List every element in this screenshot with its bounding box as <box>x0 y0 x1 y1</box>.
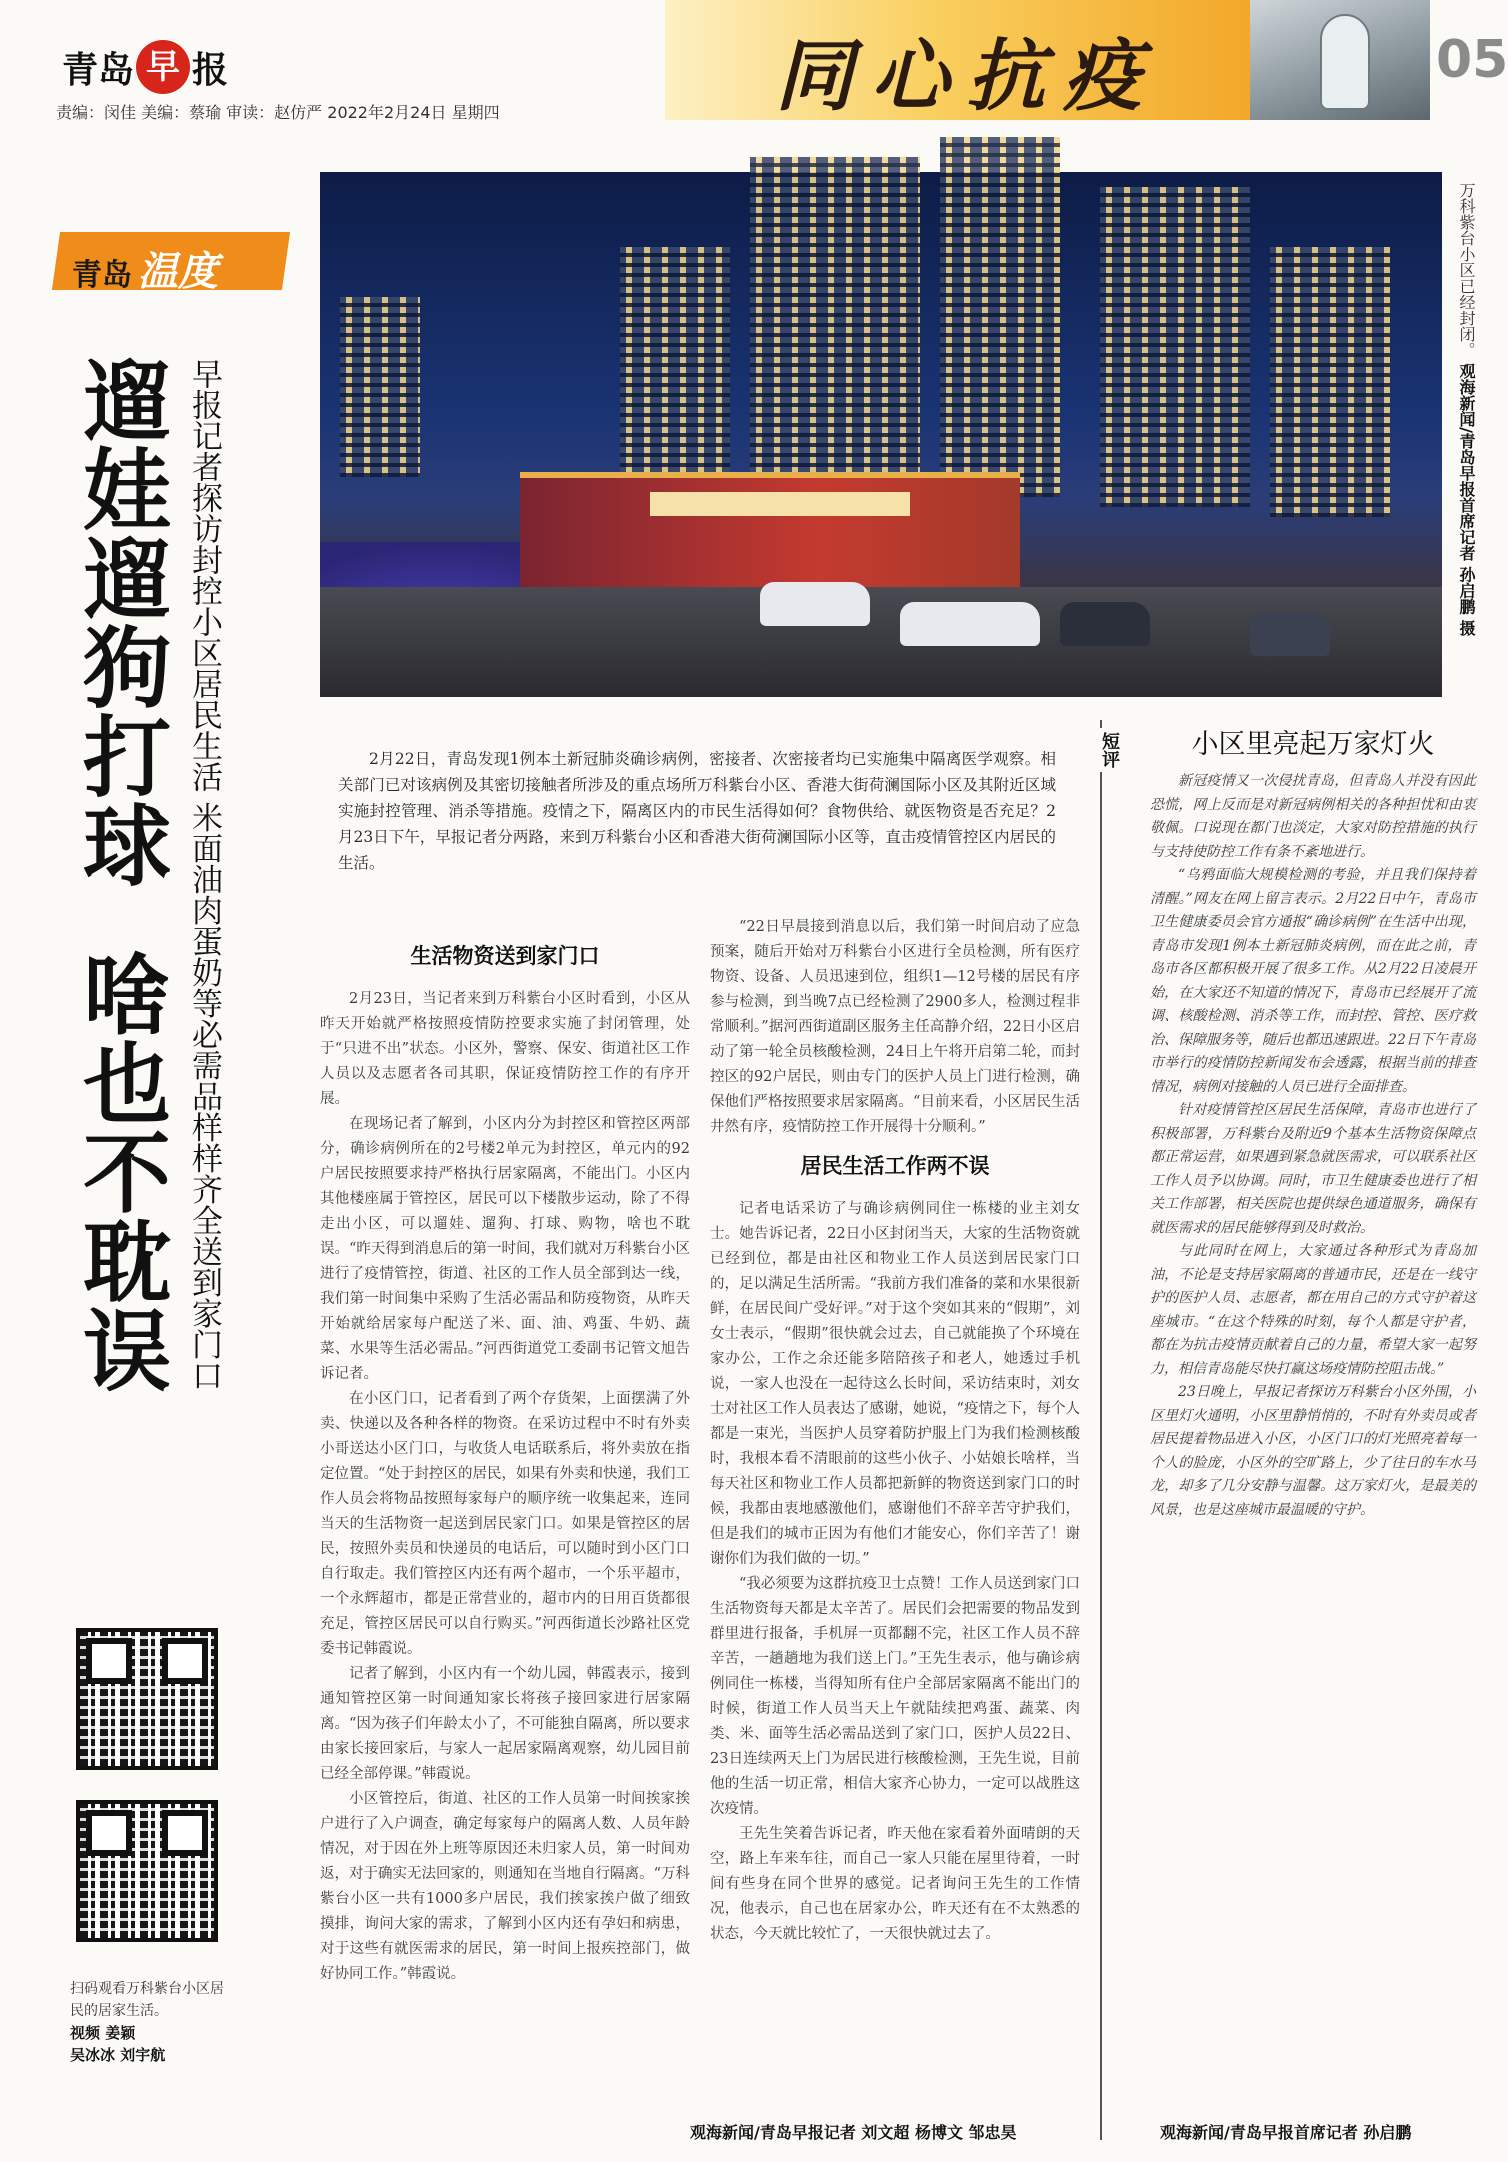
photo-caption-text: 万科紫台小区已经封闭。 <box>1457 182 1476 358</box>
photo-caption <box>1452 182 1478 636</box>
building-5 <box>1270 247 1390 517</box>
section-heading-1: 生活物资送到家门口 <box>410 944 600 968</box>
section-tag <box>72 240 218 297</box>
article-column-2 <box>710 915 1080 2110</box>
paragraph: 王先生笑着告诉记者，昨天他在家看着外面晴朗的天空，路上车来车往，而自己一家人只能在屋里待着，一时间有些身在同个世界的感觉。记者询问王先生的工作情况，他表示，自己也在居家办公，昨天还有在不太熟悉的状态，今天就比较忙了，一天很快就过去了。 <box>710 1826 1080 1942</box>
gate-pavilion <box>520 472 1020 592</box>
qr-credit-2: 吴冰冰 刘宇航 <box>70 2046 166 2064</box>
logo-left: 青岛 <box>62 49 135 91</box>
building-6 <box>340 297 420 477</box>
protective-suit-figure-icon <box>1320 14 1370 110</box>
headline-part2: 啥也不耽误 <box>69 949 172 1394</box>
car-3 <box>1060 602 1150 646</box>
tag-word: 温度 <box>138 248 218 295</box>
subheadline: 早报记者探访封控小区居民生活 米面油肉蛋奶等必需品样样齐全送到家门口 <box>186 358 222 1391</box>
commentary-body <box>1150 770 1476 2110</box>
qr-code-2[interactable] <box>76 1800 218 1942</box>
paragraph: 在现场记者了解到，小区内分为封控区和管控区两部分，确诊病例所在的2号楼2单元为封控区，单元内的92户居民按照要求持严格执行居家隔离，不能出门。小区内其他楼座属于管控区，居民可以下楼散步运动，除了不得走出小区，可以遛娃、遛狗、打球、购物，啥也不耽误。“昨天得到消息后的第一时间，我们就对万科紫台小区进行了疫情管控，街道、社区的工作人员全部到达一线，我们第一时间集中采购了生活必需品和防疫物资，从昨天开始就给居家每户配送了米、面、油、鸡蛋、牛奶、蔬菜、水果等生活必需品。”河西街道党工委副书记管文旭告诉记者。 <box>320 1116 690 1382</box>
qr-caption-text: 扫码观看万科紫台小区居民的居家生活。 <box>70 1981 224 2019</box>
building-3 <box>940 137 1060 497</box>
car-4 <box>1250 612 1330 656</box>
paragraph: “22日早晨接到消息以后，我们第一时间启动了应急预案，随后开始对万科紫台小区进行全员检测，所有医疗物资、设备、人员迅速到位，组织1—12号楼的居民有序参与检测，到当晚7点已经检测了2900多人，检测过程非常顺利。”据河西街道副区服务主任高静介绍，22日小区启动了第一轮全员核酸检测，24日上午将开启第二轮，而封控区的92户居民，则由专门的医护人员上门进行检测，确保他们严格按照要求居家隔离。“目前来看，小区居民生活井然有序，疫情防控工作开展得十分顺利。” <box>710 919 1080 1135</box>
banner-photo <box>1250 0 1430 120</box>
paragraph: 2月23日，当记者来到万科紫台小区时看到，小区从昨天开始就严格按照疫情防控要求实施了封闭管理，处于“只进不出”状态。小区外，警察、保安、街道社区工作人员以及志愿者各司其职，保证疫情防控工作的有序开展。 <box>320 991 690 1107</box>
main-photo <box>320 172 1442 697</box>
paragraph: 记者电话采访了与确诊病例同住一栋楼的业主刘女士。她告诉记者，22日小区封闭当天，大家的生活物资就已经到位，都是由社区和物业工作人员送到居民家门口的，足以满足生活所需。“我前方我们准备的菜和水果很新鲜，在居民间广受好评。”对于这个突如其来的“假期”，刘女士表示，“假期”很快就会过去，自己就能换了个环境在家办公，工作之余还能多陪陪孩子和老人，她透过手机说，一家人也没在一起待这么长时间，采访结束时，刘女士对社区工作人员表达了感谢，她说，“疫情之下，每个人都是一束光，当医护人员穿着防护服上门为我们检测核酸时，我根本看不清眼前的这些小伙子、小姑娘长啥样，当每天社区和物业工作人员都把新鲜的物资送到家门口的时候，我都由衷地感激他们，感谢他们不辞辛苦守护我们，但是我们的城市正因为有他们才能安心，你们辛苦了！谢谢你们为我们做的一切。” <box>710 1201 1080 1567</box>
commentary-label: 短评 <box>1100 728 1122 772</box>
article-lead: 2月22日，青岛发现1例本土新冠肺炎确诊病例，密接者、次密接者均已实施集中隔离医学观察。相关部门已对该病例及其密切接触者所涉及的重点场所万科紫台小区、香港大街荷澜国际小区及其附近区域实施封控管理、消杀等措施。疫情之下，隔离区内的市民生活得如何？食物供给、就医物资是否充足？2月23日下午，早报记者分两路，来到万科紫台小区和香港大街荷澜国际小区等，直击疫情管控区内居民的生活。 <box>338 750 1056 872</box>
headline <box>68 355 172 1415</box>
tag-city: 青岛 <box>72 258 132 293</box>
masthead <box>0 0 1508 140</box>
paragraph: “我必须要为这群抗疫卫士点赞！工作人员送到家门口生活物资每天都是太辛苦了。居民们会把需要的物品发到群里进行报备，手机屏一页都翻不完，社区工作人员不辞辛苦，一趟趟地为我们送上门。”王先生表示，他与确诊病例同住一栋楼，当得知所有住户全部居家隔离不能出门的时候，街道工作人员当天上午就陆续把鸡蛋、蔬菜、肉类、米、面等生活必需品送到了家门口，医护人员22日、23日连续两天上门为居民进行核酸检测，王先生说，目前他的生活一切正常，相信大家齐心协力，一定可以战胜这次疫情。 <box>710 1576 1080 1817</box>
issue-meta: 责编：闵佳 美编：蔡瑜 审读：赵仿严 2022年2月24日 星期四 <box>56 103 500 122</box>
qr-caption <box>70 1978 230 2066</box>
paragraph: 23日晚上，早报记者探访万科紫台小区外围，小区里灯火通明，小区里静悄悄的，不时有外卖员或者居民提着物品进入小区，小区门口的灯光照亮着每一个人的脸庞，小区外的空旷路上，少了往日的车水马龙，却多了几分安静与温馨。这万家灯火，是最美的风景，也是这座城市最温暖的守护。 <box>1150 1384 1476 1518</box>
qr-credit-1: 视频 姜颖 <box>70 2024 136 2042</box>
page-number: 05 <box>1436 30 1508 90</box>
paragraph: 与此同时在网上，大家通过各种形式为青岛加油，不论是支持居家隔离的普通市民，还是在一线守护的医护人员、志愿者，都在用自己的方式守护着这座城市。“在这个特殊的时刻，每个人都是守护者，都在为抗击疫情贡献着自己的力量，希望大家一起努力，相信青岛能尽快打赢这场疫情防控阻击战。” <box>1150 1243 1476 1377</box>
gate-sign <box>650 492 910 516</box>
commentary-byline: 观海新闻/青岛早报首席记者 孙启鹏 <box>1160 2123 1412 2142</box>
building-4 <box>1100 187 1250 507</box>
section-title: 同心抗疫 <box>775 31 1160 122</box>
paragraph: 小区管控后，街道、社区的工作人员第一时间挨家挨户进行了入户调查，确定每家每户的隔离人数、人员年龄情况，对于因在外上班等原因还未归家人员，第一时间劝返，对于确实无法回家的，则通知在当地自行隔离。“万科紫台小区一共有1000多户居民，我们挨家挨户做了细致摸排，询问大家的需求，了解到小区内还有孕妇和病患，对于这些有就医需求的居民，第一时间上报疾控部门，做好协同工作。”韩霞说。 <box>320 1791 690 1982</box>
headline-part1: 遛娃遛狗打球 <box>69 355 172 889</box>
article-byline: 观海新闻/青岛早报记者 刘文超 杨博文 邹忠昊 <box>690 2123 1017 2142</box>
building-1 <box>620 247 730 507</box>
column-divider <box>1100 720 1102 2140</box>
paragraph: 针对疫情管控区居民生活保障，青岛市也进行了积极部署，万科紫台及附近9个基本生活物资保障点都正常运营，如果遇到紧急就医需求，可以联系社区工作人员予以协调。同时，市卫生健康委也进行了相关工作部署，相关医院也提供绿色通道服务，确保有就医需求的居民能够得到及时救治。 <box>1150 1102 1476 1236</box>
commentary-title: 小区里亮起万家灯火 <box>1191 729 1435 760</box>
article-column-1 <box>320 930 690 2110</box>
paragraph: “乌鸦面临大规模检测的考验，并且我们保持着清醒。”网友在网上留言表示。2月22日中午，青岛市卫生健康委员会官方通报“确诊病例”在生活中出现，青岛市发现1例本土新冠肺炎病例，而在此之前，青岛市各区都积极开展了很多工作。从2月22日凌晨开始，在大家还不知道的情况下，青岛市已经展开了流调、核酸检测、消杀等工作，而封控、管控、医疗救治、保障服务等，随后也都迅速跟进。22日下午青岛市举行的疫情防控新闻发布会透露，根据当前的排查情况，病例对接触的人员已进行全面排查。 <box>1150 867 1476 1095</box>
car-2 <box>900 602 1040 646</box>
paragraph: 新冠疫情又一次侵扰青岛，但青岛人并没有因此恐慌，网上反而是对新冠病例相关的各种担忧和由衷敬佩。口说现在都门也淡定，大家对防控措施的执行与支持使防控工作有条不紊地进行。 <box>1150 773 1476 860</box>
section-banner <box>665 0 1430 120</box>
building-2 <box>750 157 920 497</box>
logo-right: 报 <box>192 49 229 91</box>
qr-code-1[interactable] <box>76 1628 218 1770</box>
paragraph: 在小区门口，记者看到了两个存货架，上面摆满了外卖、快递以及各种各样的物资。在采访过程中不时有外卖小哥送达小区门口，与收货人电话联系后，将外卖放在指定位置。“处于封控区的居民，如果有外卖和快递，我们工作人员会将物品按照每家每户的顺序统一收集起来，连同当天的生活物资一起送到居民家门口。如果是管控区的居民，按照外卖员和快递员的电话后，可以随时到小区门口自行取走。我们管控区内还有两个超市，一个乐平超市，一个永辉超市，都是正常营业的，超市内的日用百货都很充足，管控区居民可以自行购买。”河西街道长沙路社区党委书记韩霞说。 <box>320 1391 690 1657</box>
photo-caption-credit: 观海新闻/青岛早报首席记者 孙启鹏 摄 <box>1457 363 1476 637</box>
car-1 <box>760 582 870 626</box>
newspaper-logo <box>62 40 228 94</box>
paragraph: 记者了解到，小区内有一个幼儿园，韩霞表示，接到通知管控区第一时间通知家长将孩子接回家进行居家隔离。“因为孩子们年龄太小了，不可能独自隔离，所以要求由家长接回家后，与家人一起居家隔离观察，幼儿园目前已经全部停课。”韩霞说。 <box>320 1666 690 1782</box>
logo-badge: 早 <box>136 40 190 94</box>
section-heading-2: 居民生活工作两不误 <box>800 1154 990 1178</box>
